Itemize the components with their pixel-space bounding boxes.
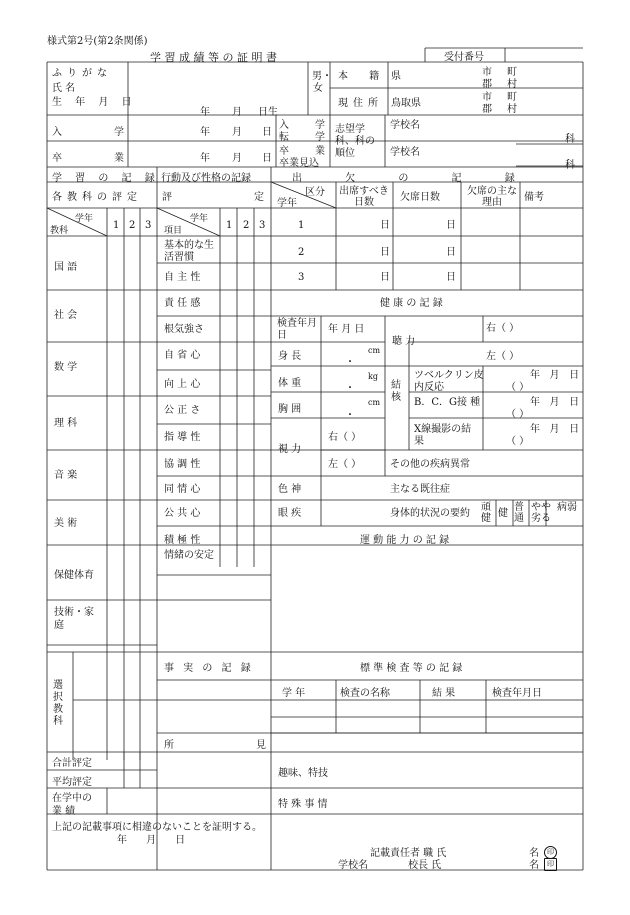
cert-date: 年 月 日 (117, 835, 186, 846)
furigana-label: ふりがな (52, 68, 112, 79)
birthdate-label: 生 年 月 日 (52, 97, 137, 108)
tb-paren-1: （ ） (506, 382, 530, 393)
mei-2: 名 (529, 860, 539, 871)
signer-2-school: 学校名 (338, 860, 368, 871)
gyoseki-label: 在学中の業 績 (52, 793, 92, 817)
kiourekisho-label: 主なる既往症 (390, 484, 450, 495)
year-1b: 1 (226, 220, 233, 231)
stamp-1: 印 (544, 846, 557, 859)
tb-paren-2: （ ） (506, 409, 530, 420)
honseki-son: 村 (507, 79, 517, 90)
address-tottori: 鳥取県 (391, 98, 421, 109)
form-title: 学 習 成 績 等 の 証 明 書 (150, 51, 277, 64)
subjects-eval-header: 各教科の評定 (52, 192, 142, 203)
receipt-number-field[interactable] (506, 49, 580, 63)
hyojun-title: 標 準 検 査 等 の 記 録 (360, 663, 463, 674)
kyoi-label: 胸 囲 (278, 404, 302, 415)
att-day-2b: 日 (446, 247, 456, 258)
kubun-label: 区分 (305, 187, 325, 198)
tengaku-type: 転 学 (279, 132, 325, 143)
trait-13: 情緒の安定 (164, 550, 214, 561)
year-3: 3 (145, 220, 152, 231)
ka-label-1: 科 (565, 134, 575, 145)
trait-9: 協 調 性 (164, 459, 201, 470)
trait-11: 公 共 心 (164, 508, 201, 519)
gakunen-label: 学年 (75, 214, 94, 224)
choryoku-label: 聴 力 (392, 336, 416, 347)
tb-paren-3: （ ） (506, 436, 530, 447)
shibo-label-2: 科、科の (335, 136, 375, 147)
tb-3: X線撮影の結 果 (414, 424, 472, 447)
att-col-1: 出席すべき日数 (339, 186, 389, 208)
certify-text: 上記の記載事項に相違のないことを証明する。 (52, 822, 262, 833)
avg-eval: 平均評定 (52, 777, 92, 788)
kensa-label: 検査年月日 (277, 318, 317, 341)
ear-left: 左（ ） (486, 351, 520, 362)
subject-sugaku: 数 学 (54, 362, 78, 373)
ganshitsu-label: 眼 疾 (278, 508, 302, 519)
trait-5: 自 省 心 (164, 350, 201, 361)
tb-2: B．C．G接 種 (414, 397, 481, 408)
sotsugyo-mikomi: 卒業見込 (279, 158, 319, 169)
health-title: 健 康 の 記 録 (380, 298, 443, 309)
address-son: 村 (507, 104, 517, 115)
level-6: 病弱 (557, 502, 577, 513)
form-number: 様式第2号(第2条関係) (47, 36, 148, 47)
dot-1: ・ (345, 357, 355, 368)
cm-1: cm (368, 346, 381, 355)
att-year-1: 1 (298, 220, 305, 231)
taiju-label: 体 重 (278, 378, 302, 389)
tb-1: ツベルクリン皮内反応 (414, 370, 484, 393)
shintai-label: 身体的状況の要約 (390, 508, 470, 519)
attendance-header: 出 欠 の 記 録 (292, 173, 515, 184)
att-year-2: 2 (298, 247, 305, 258)
name-label: 氏 名 (52, 83, 76, 94)
honseki-label: 本 籍 (338, 71, 389, 82)
address-cho: 町 (507, 92, 517, 103)
eye-left: 左（ ） (328, 459, 362, 470)
hyojun-col-1: 学 年 (282, 688, 306, 699)
att-day-3b: 日 (446, 272, 456, 283)
hyojun-col-2: 検査の名称 (340, 688, 390, 699)
sotsugyo-month: 月 (232, 153, 242, 164)
cm-2: cm (368, 398, 381, 407)
birth-month: 月 (232, 107, 242, 118)
trait-4: 根気強さ (164, 324, 204, 335)
subject-bijutsu: 美 術 (54, 518, 78, 529)
level-1: 頑健 (481, 502, 491, 524)
nyugaku-type: 入 学 (279, 120, 325, 131)
nyugaku-label: 入 学 (52, 127, 124, 138)
nyugaku-year: 年 (200, 127, 210, 138)
school-label-1: 学校名 (390, 120, 420, 131)
trait-2: 自 主 性 (164, 272, 201, 283)
subject-kokugo: 国 語 (54, 262, 78, 273)
kg-1: kg (368, 372, 378, 381)
trait-1: 基本的な生活習慣 (164, 240, 214, 263)
total-eval: 合計評定 (52, 758, 92, 769)
level-3: 普通 (514, 502, 524, 524)
mei-1: 名 (529, 848, 539, 859)
level-4: やや (531, 502, 551, 513)
subject-shakai: 社 会 (54, 310, 78, 321)
ear-right: 右（ ） (486, 323, 520, 334)
honseki-shi: 市 (482, 67, 492, 78)
learning-header: 学 習 の 記 録 (52, 173, 160, 184)
att-col-4: 備考 (524, 192, 544, 203)
signer-1: 記載責任者 職 氏 (370, 848, 447, 859)
address-label: 現住所 (338, 98, 383, 109)
year-2b: 2 (243, 220, 250, 231)
shibo-label-1: 志望学 (335, 124, 365, 135)
att-year-3: 3 (298, 272, 305, 283)
dot-3: ・ (345, 410, 355, 421)
trait-8: 指 導 性 (164, 432, 201, 443)
year-2: 2 (129, 220, 136, 231)
sotsugyo-year: 年 (200, 153, 210, 164)
gakunen-label-att: 学年 (277, 198, 297, 209)
level-2: 健 (498, 508, 508, 519)
undo-title: 運 動 能 力 の 記 録 (360, 535, 450, 546)
att-day-1a: 日 (380, 220, 390, 231)
dot-2: ・ (345, 383, 355, 394)
nyugaku-month: 月 (232, 127, 242, 138)
birth-year: 年 (200, 107, 210, 118)
subject-ongaku: 音 楽 (54, 470, 78, 481)
year-1: 1 (113, 220, 120, 231)
tb-ymd-1: 年 月 日 (530, 370, 580, 381)
signer-2: 校長 氏 (408, 860, 442, 871)
kensa-ymd: 年 月 日 (328, 324, 365, 335)
trait-12: 積 極 性 (164, 535, 201, 546)
jijitsu-title: 事 実 の 記 録 (164, 663, 251, 674)
sotsugyo-type: 卒 業 (279, 146, 325, 157)
subject-sentaku: 選択教科 (53, 680, 63, 727)
honseki-ken: 県 (391, 71, 401, 82)
tb-ymd-3: 年 月 日 (530, 424, 580, 435)
sex-label[interactable]: 男・女 (312, 71, 332, 94)
kyoka-label: 教科 (50, 226, 69, 236)
subject-rika: 理 科 (54, 418, 78, 429)
name-field[interactable] (128, 66, 308, 106)
sotsugyo-day: 日 (262, 153, 272, 164)
shoken-label: 所 見 (164, 740, 266, 751)
level-5: 劣る (531, 513, 551, 524)
subject-hoken: 保健体育 (54, 570, 94, 581)
att-day-3a: 日 (380, 272, 390, 283)
trait-7: 公 正 さ (164, 405, 201, 416)
tb-ymd-2: 年 月 日 (530, 397, 580, 408)
att-col-2: 欠席日数 (400, 192, 440, 203)
sotsugyo-label: 卒 業 (52, 153, 124, 164)
shiryoku-label: 視 力 (278, 444, 302, 455)
kekkaku-label: 結 核 (391, 380, 401, 403)
year-3b: 3 (259, 220, 266, 231)
stamp-2: 印 (544, 858, 557, 871)
shumi-label: 趣味、特技 (278, 768, 328, 779)
address-gun: 郡 (482, 104, 492, 115)
trait-6: 向 上 心 (164, 379, 201, 390)
shincho-label: 身 長 (278, 351, 302, 362)
birth-day: 日生 (258, 107, 278, 118)
honseki-cho: 町 (507, 67, 517, 78)
address-shi: 市 (482, 92, 492, 103)
att-day-1b: 日 (446, 220, 456, 231)
ka-label-2: 科 (565, 160, 575, 171)
behavior-header: 行動及び性格の記録 (161, 173, 251, 184)
hyojun-col-4: 検査年月日 (492, 688, 542, 699)
gakunen-label-2: 学年 (190, 214, 209, 224)
shibo-label-3: 順位 (335, 148, 355, 159)
att-col-3: 欠席の主な理由 (467, 186, 517, 208)
trait-3: 責 任 感 (164, 298, 201, 309)
trait-10: 同 情 心 (164, 484, 201, 495)
school-label-2: 学校名 (390, 147, 420, 158)
shikishin-label: 色 神 (278, 484, 302, 495)
att-day-2a: 日 (380, 247, 390, 258)
sonota-label: その他の疾病異常 (390, 459, 470, 470)
komoku-label: 項目 (164, 226, 183, 236)
honseki-gun: 郡 (482, 79, 492, 90)
receipt-label: 受付番号 (444, 52, 484, 63)
subject-gijutsu: 技術・家庭 (54, 607, 94, 631)
eval-header: 評 定 (162, 192, 264, 203)
hyojun-col-3: 結 果 (432, 688, 456, 699)
eye-right: 右（ ） (328, 432, 362, 443)
nyugaku-day: 日 (262, 127, 272, 138)
tokushu-label: 特 殊 事 情 (278, 799, 328, 810)
